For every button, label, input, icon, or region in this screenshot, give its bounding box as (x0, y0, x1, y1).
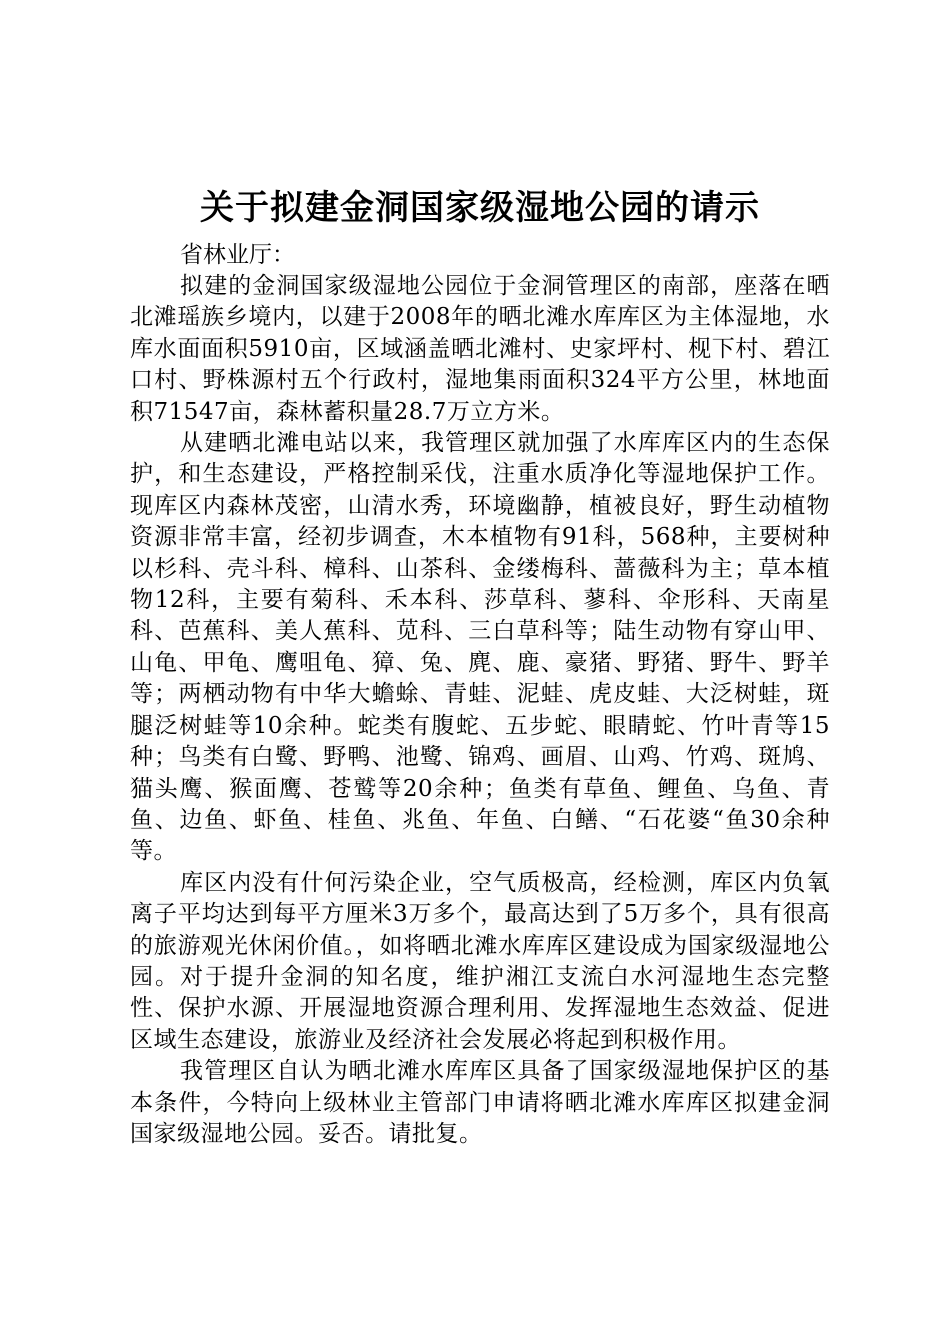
document-title: 关于拟建金洞国家级湿地公园的请示 (200, 188, 760, 228)
paragraph-request: 我管理区自认为晒北滩水库库区具备了国家级湿地保护区的基本条件，今特向上级林业主管部门申请将晒北滩水库库区拟建金洞国家级湿地公园。妥否。请批复。 (130, 1058, 830, 1147)
paragraph-ecology: 从建晒北滩电站以来，我管理区就加强了水库库区内的生态保护，和生态建设，严格控制采伐，注重水质净化等湿地保护工作。现库区内森林茂密，山清水秀，环境幽静，植被良好，野生动植物资源非常丰富，经初步调查，木本植物有91科，568种，主要树种以杉科、壳斗科、樟科、山茶科、金缕梅科、蔷薇科为主；草本植物12科，主要有菊科、禾本科、莎草科、蓼科、伞形科、天南星科、芭蕉科、美人蕉科、苋科、三白草科等；陆生动物有穿山甲、山龟、甲龟、鹰咀龟、獐、兔、麂、鹿、豪猪、野猪、野牛、野羊等；两栖动物有中华大蟾蜍、青蛙、泥蛙、虎皮蛙、大泛树蛙，斑腿泛树蛙等10余种。蛇类有腹蛇、五步蛇、眼睛蛇、竹叶青等15种；鸟类有白鹭、野鸭、池鹭、锦鸡、画眉、山鸡、竹鸡、斑鸠、猫头鹰、猴面鹰、苍鹫等20余种；鱼类有草鱼、鲤鱼、乌鱼、青鱼、边鱼、虾鱼、桂鱼、兆鱼、年鱼、白鳝、“石花婆“鱼30余种等。 (130, 430, 830, 865)
salutation: 省林业厅： (180, 242, 295, 268)
paragraph-location: 拟建的金洞国家级湿地公园位于金洞管理区的南部，座落在晒北滩瑶族乡境内，以建于2008年的晒北滩水库库区为主体湿地，水库水面面积5910亩，区域涵盖晒北滩村、史家坪村、枧下村、碧江口村、野株源村五个行政村，湿地集雨面积324平方公里，林地面积71547亩，森林蓄积量28.7万立方米。 (130, 273, 830, 425)
paragraph-value: 库区内没有什何污染企业，空气质极高，经检测，库区内负氧离子平均达到每平方厘米3万多个，最高达到了5万多个，具有很高的旅游观光休闲价值。，如将晒北滩水库库区建设成为国家级湿地公园。对于提升金洞的知名度，维护湘江支流白水河湿地生态完整性、保护水源、开展湿地资源合理利用、发挥湿地生态效益、促进区域生态建设，旅游业及经济社会发展必将起到积极作用。 (130, 869, 830, 1053)
document-page (130, 180, 830, 1150)
